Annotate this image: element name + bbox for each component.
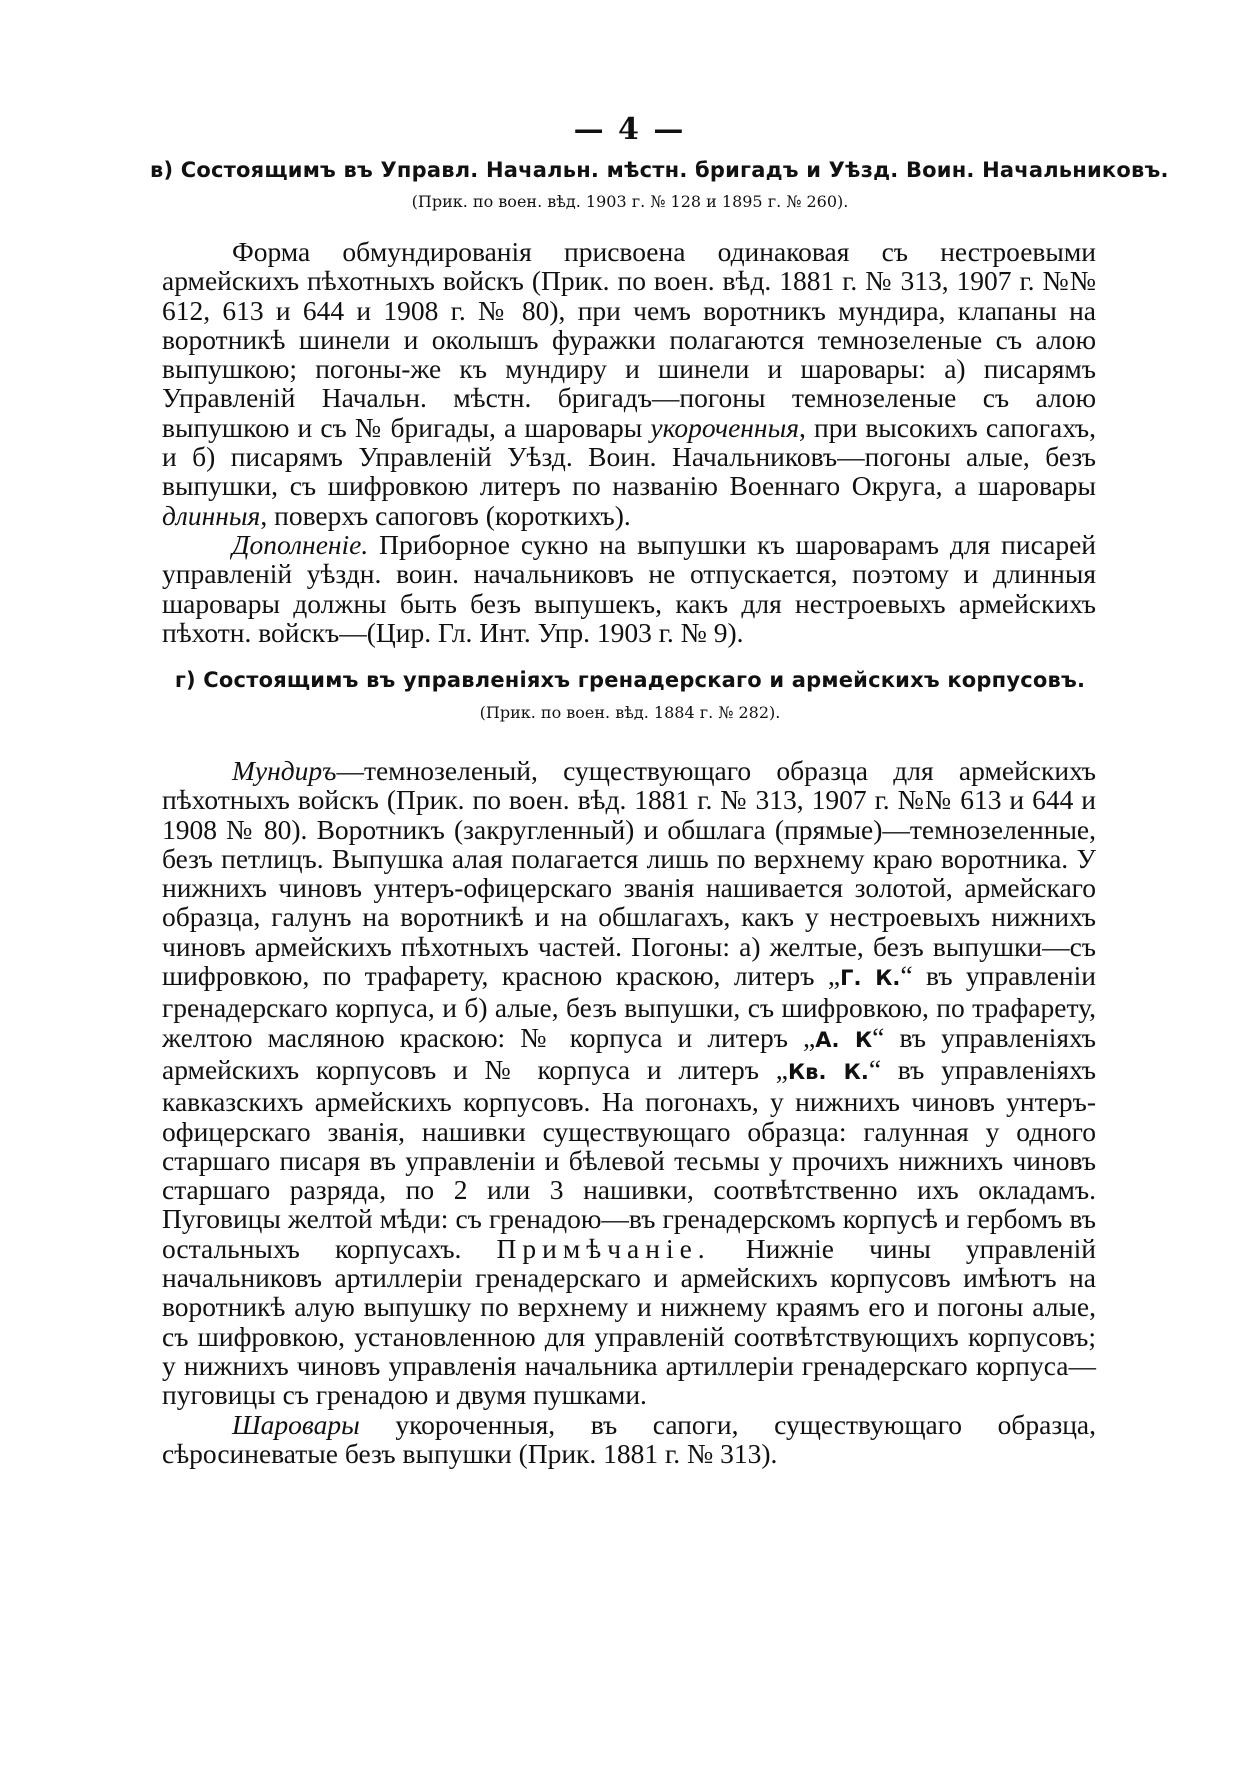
section-v-paragraph-1: Форма обмундированія присвоена одинаковая съ нестроевыми армейскихъ пѣхотныхъ войскъ (Прик. по воен. вѣд. 1881 г. № 313, 1907 г. №№ 612, 613 и 644 и 1908 г. № 80), при чемъ воротникъ мундира, клапаны на воротникѣ шинели и околышъ фуражки полагаются темнозеленые съ алою выпушкою; погоны-же къ мундиру и шинели и шаровары: а) писарямъ Управленій Начальн. мѣстн. бригадъ—погоны темнозеленые съ алою выпушкою и съ № бригады, а шаровары укороченныя, при высокихъ сапогахъ, и б) писарямъ Управленій Уѣзд. Воин. Начальниковъ—погоны алые, безъ выпушки, съ шифровкою литеръ по названію Военнаго Округа, а шаровары длинныя, поверхъ сапоговъ (короткихъ).	[162, 236, 1097, 531]
section-v-reference: (Прик. по воен. вѣд. 1903 г. № 128 и 1895 г. № 260).	[411, 192, 849, 211]
section-g-reference: (Прик. по воен. вѣд. 1884 г. № 282).	[479, 703, 781, 722]
page-number: — 4 —	[573, 112, 686, 147]
section-v-body	[162, 237, 1096, 647]
section-g-heading: г) Состоящимъ въ управленіяхъ гренадерскаго и армейскихъ корпусовъ.	[174, 668, 1086, 692]
section-v-paragraph-2: Дополненіе. Приборное сукно на выпушки къ шароварамъ для писарей управленій уѣздн. воин. начальниковъ не отпускается, поэтому и длинныя шаровары должны быть безъ выпушекъ, какъ для нестроевыхъ армейскихъ пѣхотн. войскъ—(Цир. Гл. Инт. Упр. 1903 г. № 9).	[162, 528, 1096, 648]
section-v-heading: в) Состоящимъ въ Управл. Начальн. мѣстн. бригадъ и Уѣзд. Воин. Начальниковъ.	[150, 158, 1169, 182]
section-g-paragraph-2: Шаровары укороченныя, въ сапоги, существующаго образца, сѣросиневатые безъ выпушки (Прик. 1881 г. № 313).	[162, 1408, 1096, 1469]
section-g-body	[162, 756, 1096, 1468]
section-g-paragraph-1: Мундиръ—темнозеленый, существующаго образца для армейскихъ пѣхотныхъ войскъ (Прик. по воен. вѣд. 1881 г. № 313, 1907 г. №№ 613 и 644 и 1908 № 80). Воротникъ (закругленный) и обшлага (прямые)—темнозеленные, безъ петлицъ. Выпушка алая полагается лишь по верхнему краю воротника. У нижнихъ чиновъ унтеръ-офицерскаго званія нашивается золотой, армейскаго образца, галунъ на воротникѣ и на обшлагахъ, какъ у нестроевыхъ нижнихъ чиновъ армейскихъ пѣхотныхъ частей. Погоны: а) желтые, безъ выпушки—съ шифровкою, по трафарету, красною краскою, литеръ „Г. К.“ въ управленіи гренадерскаго корпуса, и б) алые, безъ выпушки, съ шифровкою, по трафарету, желтою масляною краскою: № корпуса и литеръ „А. К“ въ управленіяхъ армейскихъ корпусовъ и № корпуса и литеръ „Кв. К.“ въ управленіяхъ кавказскихъ армейскихъ корпусовъ. На погонахъ, у нижнихъ чиновъ унтеръ-офицерскаго званія, нашивки существующаго образца: галунная у одного старшаго писаря въ управленіи и бѣлевой тесьмы у прочихъ нижнихъ чиновъ старшаго разряда, по 2 или 3 нашивки, соотвѣтственно ихъ окладамъ. Пуговицы желтой мѣди: съ гренадою—въ гренадерскомъ корпусѣ и гербомъ въ остальныхъ корпусахъ. Примѣчаніе. Нижніе чины управленій начальниковъ артиллеріи гренадерскаго и армейскихъ корпусовъ имѣютъ на воротникѣ алую выпушку по верхнему и нижнему краямъ его и погоны алые, съ шифровкою, установленною для управленій соотвѣтствующихъ корпусовъ; у нижнихъ чиновъ управленія начальника артиллеріи гренадерскаго корпуса—пуговицы съ гренадою и двумя пушками.	[162, 755, 1096, 1411]
